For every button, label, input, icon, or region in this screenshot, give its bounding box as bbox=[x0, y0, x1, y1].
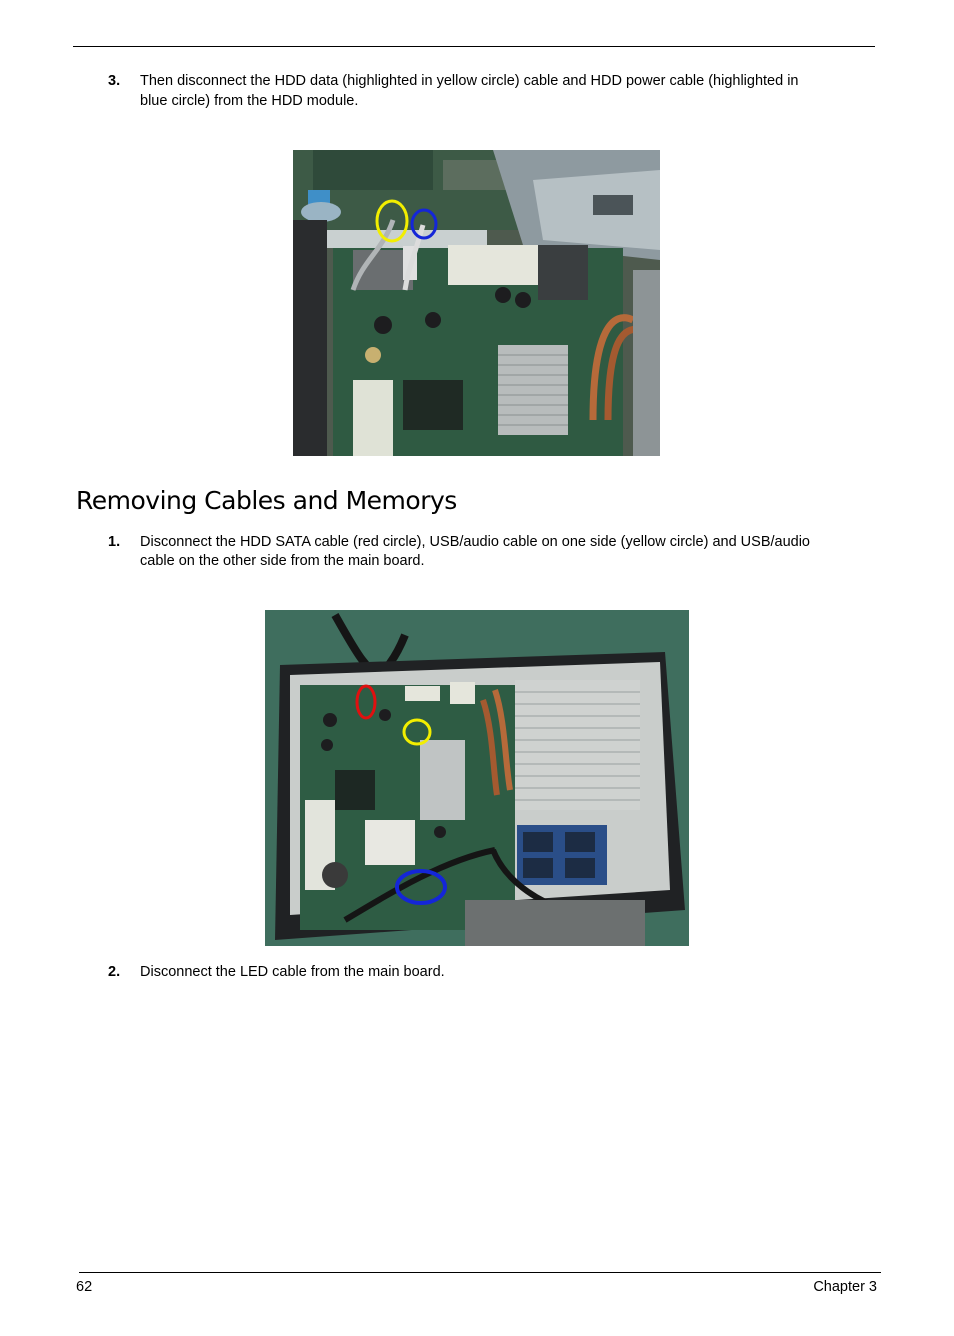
step-number: 2. bbox=[108, 964, 121, 980]
step-text-line-1: Then disconnect the HDD data (highlighted in yellow circle) cable and HDD power cable (highlighted in bbox=[140, 73, 799, 89]
step-text-line-1: Disconnect the LED cable from the main board. bbox=[140, 964, 445, 980]
step-text-line-2: cable on the other side from the main board. bbox=[140, 553, 425, 569]
page-number: 62 bbox=[76, 1279, 93, 1295]
step-text-line-2: blue circle) from the HDD module. bbox=[140, 93, 359, 109]
footer-rule bbox=[79, 1272, 881, 1273]
step-number: 1. bbox=[108, 534, 121, 550]
mainboard-cables-photo bbox=[265, 610, 689, 946]
header-rule bbox=[73, 46, 875, 47]
hdd-cable-photo bbox=[293, 150, 660, 456]
section-title: Removing Cables and Memorys bbox=[76, 486, 457, 515]
step-text-line-1: Disconnect the HDD SATA cable (red circle), USB/audio cable on one side (yellow circle) and USB/audio bbox=[140, 534, 810, 550]
step-number: 3. bbox=[108, 73, 121, 89]
chapter-label: Chapter 3 bbox=[813, 1279, 877, 1295]
